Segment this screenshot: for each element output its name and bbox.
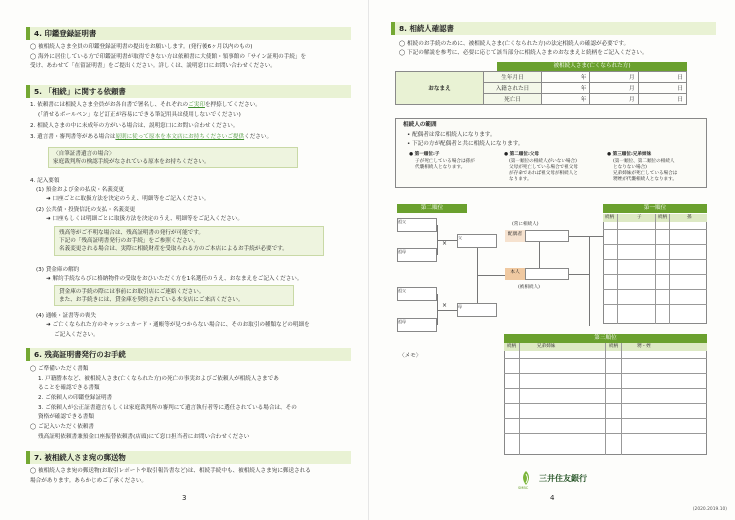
section6-line: 資格が確認できる書類 [38, 414, 94, 420]
section6-line: ◯ ご準備いただく書類 [30, 366, 89, 372]
self-box[interactable] [525, 268, 569, 280]
grandmother-label: 祖母 [398, 249, 406, 254]
item3-highlight: 原則に従って原本を本文店にお持ちくださいご提供 [115, 134, 245, 140]
self-note: (被相続人) [518, 285, 540, 290]
section5-title: 5. 「相続」に関する依頼書 [26, 85, 351, 98]
section5-item3 [30, 133, 272, 141]
note-line: 〈自筆証書遺言の場合〉 [53, 151, 115, 157]
subitem-detail: ➜ ご亡くなられた方のキャッシュカード・通帳等が見つからない場合に、そのお取引の種類などの明細を [46, 322, 310, 328]
note-line: また、お手続きには、貸金庫を契約されている本支店にご来店ください。 [59, 297, 244, 303]
section5-item1 [30, 101, 261, 109]
grandfather-label: 祖父 [398, 219, 406, 224]
section5-item1-sub: (「消せるボールペン」など訂正が容易にできる筆記用具は使用しないでください) [38, 112, 241, 118]
row-label: 入籍された日 [484, 83, 542, 94]
day-cell[interactable]: 日 [638, 83, 686, 94]
item3-text-a: 3. 遺言書・審判書等がある場合は [30, 134, 116, 140]
grid-line [603, 304, 707, 305]
col-rel: 続柄 [507, 344, 517, 349]
day-cell[interactable]: 日 [638, 72, 686, 83]
subitem-detail: ➜ 口座ごとに取扱方法を決定のうえ、明細等をご記入ください。 [46, 196, 210, 202]
grid-line [605, 343, 606, 455]
mother-box[interactable] [457, 303, 497, 317]
grandfather-label: 祖父 [398, 288, 406, 293]
note-line: 下記の「残高証明書発行のお手続」をご参照ください。 [59, 238, 199, 244]
rank3-text: 兄弟姉妹が死亡している場合は [613, 171, 678, 176]
grid-line [504, 373, 707, 374]
item1-text-a: 1. 依頼書には相続人さま全員がお各自書で署名し、それぞれの [30, 102, 189, 108]
item1-highlight: ご実印 [188, 102, 205, 108]
year-cell[interactable]: 年 [542, 72, 590, 83]
row-label: 死亡日 [484, 94, 542, 105]
section7-line: ◯ 被相続人さま宛の郵送物(お取引レポートや取引報告書など)は、相続手続中も、被相続人さま宛に郵送される [30, 468, 311, 474]
subitem: (1) 預金および金の払戻・名義変更 [36, 187, 125, 193]
subitem-detail: ➜ 解約手続ならびに格納物件の受取をおひいただく方を1名選任のうえ、おなまえをご記入ください。 [46, 276, 303, 282]
grid-line [621, 343, 622, 455]
grid-line [504, 388, 707, 389]
bank-logo-icon [519, 470, 533, 486]
section4-line: 受け、あわせて「在留証明書」をご提出ください。詳しくは、説明窓口にお問い合わせください。 [30, 63, 276, 69]
scope-title: 相続人の範囲 [403, 122, 437, 128]
section4-line: ◯ 被相続人さま全員の印鑑登録証明書の提出をお願いします。(発行後6ヶ月以内のもの) [30, 44, 253, 50]
grid-line [504, 433, 707, 434]
second-rank-bar: 第二順位 [397, 204, 467, 213]
subitem: (4) 通帳・証書等の喪失 [36, 313, 97, 319]
col-rel: 続柄 [609, 344, 619, 349]
note-line: 家庭裁判所の検認手続がなされている原本をお持ちください。 [53, 159, 210, 165]
x-mark: × [442, 240, 448, 247]
month-cell[interactable]: 月 [590, 72, 638, 83]
deceased-table-header: 被相続人さま(亡くなられた方) [497, 62, 687, 71]
col-rel: 続柄 [605, 215, 615, 220]
tree-line [569, 236, 603, 237]
father-box[interactable] [457, 234, 497, 248]
year-cell[interactable]: 年 [542, 83, 590, 94]
scope-line: • 下記の方が配偶者と共に相続人になります。 [407, 141, 524, 147]
month-cell[interactable]: 月 [590, 83, 638, 94]
col-rel: 続柄 [658, 215, 668, 220]
subitem-detail: ➜ 口座もしくは明細ごとに取扱方法を決定のうえ、明細等をご記入ください。 [46, 216, 243, 222]
section4-title: 4. 印鑑登録証明書 [26, 27, 351, 40]
section8-line: ◯ 下記の解説を参考に、必要に応じて該当部分に相続人さまのおなまえと続柄をご記入ください。 [399, 50, 648, 56]
grid-line [519, 343, 520, 455]
section6-line: ◯ ご記入いただく依頼書 [30, 424, 94, 430]
tree-line [569, 274, 589, 275]
spouse-label: 配偶者 [505, 230, 525, 242]
grid-line [603, 244, 707, 245]
grid-line [603, 229, 707, 230]
grid-line [504, 418, 707, 419]
rank3-title: ● 第三順位:兄弟姉妹 [607, 152, 652, 157]
grid-line [603, 259, 707, 260]
rank3-text: (第一順位、第二順位の相続人 [613, 159, 675, 164]
note-box-will [48, 147, 298, 168]
mother-label: 母 [458, 304, 462, 309]
rank1-text: 代襲相続人となります。 [415, 165, 466, 170]
rank2-text: が存命であれば祖父母が相続人と [509, 171, 578, 176]
section6-title: 6. 残高証明書発行のお手続 [26, 348, 351, 361]
section8-line: ◯ 相続のお手続のために、被相続人さま(亡くなられた方)の法定相続人の確認が必要です。 [399, 41, 630, 47]
section5-item2: 2. 相続人さまの中に未成年の方がいる場合は、説明窓口にお問い合わせください。 [30, 123, 239, 129]
section6-line: 残高証明依頼書兼預金口座振替依頼書(店頭)にて窓口担当者にお問い合わせください [38, 434, 250, 440]
x-mark: × [442, 302, 448, 309]
col-grandchild: 孫 [687, 215, 692, 220]
tree-line [589, 236, 590, 326]
section5-item4: 4. 記入要領 [30, 178, 60, 184]
note-box-safe [54, 285, 294, 306]
col-nephew: 甥・姪 [637, 344, 651, 349]
first-rank-bar: 第一順位 [603, 204, 707, 213]
rank3-text: 甥姪が代襲相続人となります。 [613, 177, 677, 182]
grid-line [669, 214, 670, 324]
page-number: 4 [550, 494, 555, 502]
grid-line [603, 274, 707, 275]
grandmother-label: 祖母 [398, 319, 406, 324]
memo-label: 〈メモ〉 [399, 353, 422, 359]
note-line: 残高等がご不明な場合は、残高証明書の発行が可能です。 [59, 230, 204, 236]
note-line: 貸金庫の手続の際には事前にお取引店にご連絡ください。 [59, 289, 205, 295]
grid-line [603, 289, 707, 290]
third-rank-bar: 第三順位 [504, 334, 707, 343]
col-child: 子 [637, 215, 642, 220]
rank2-title: ● 第二順位:父母 [504, 152, 540, 157]
bank-sub: SMBC [518, 486, 529, 490]
scope-line: • 配偶者は常に相続人になります。 [407, 132, 496, 138]
col-sibling: 兄弟姉妹 [537, 344, 556, 349]
name-label: おなまえ [396, 72, 484, 105]
section6-line: 1. 戸籍謄本など、被相続人さま(亡くなられた方)の死亡の事実およびご依頼人が相続人さまであ [38, 376, 279, 382]
row-label: 生年月日 [484, 72, 542, 83]
page-number: 3 [182, 494, 187, 502]
rank1-title: ● 第一順位:子 [409, 152, 440, 157]
rank1-text: 子が死亡している場合は孫が [415, 159, 475, 164]
rank3-text: となりない場合) [613, 165, 647, 170]
section6-line: 3. ご依頼人が公正証書遺言もしくは家庭裁判所の審判にて遺言執行者等に選任されている場合は、その [38, 405, 297, 411]
self-label: 本人 [505, 268, 525, 280]
section4-line: ◯ 海外に居住している方で印鑑証明書が取得できない方は依頼書に大使館・領事館の「サイン証明の手続」を [30, 54, 307, 60]
section7-line: 場合があります。あらかじめご了承ください。 [30, 478, 148, 484]
year-cell[interactable]: 年 [542, 94, 590, 105]
day-cell[interactable]: 日 [638, 94, 686, 105]
spouse-note: (常に相続人) [512, 222, 539, 227]
section6-line: ることを確認できる書類 [38, 385, 100, 391]
deceased-table [395, 71, 687, 105]
section6-line: 2. ご依頼人の印鑑登録証明書 [38, 395, 113, 401]
rank2-text: なります。 [509, 177, 532, 182]
grid-line [504, 358, 707, 359]
subitem-detail: ご記入ください。 [54, 332, 99, 338]
item1-text-c: を押捺してください。 [204, 102, 261, 108]
section8-title: 8. 相続人確認書 [391, 22, 716, 35]
grid-line [655, 214, 656, 324]
bank-name: 三井住友銀行 [539, 474, 587, 483]
month-cell[interactable]: 月 [590, 94, 638, 105]
tree-line [477, 275, 505, 276]
item3-text-c: ください。 [244, 134, 273, 140]
note-box-balance [54, 226, 324, 256]
tree-line [539, 242, 540, 268]
rank2-text: 父母が死亡している場合で祖父母 [509, 165, 578, 170]
footer-code: (2020.2019.10) [692, 507, 727, 512]
section7-title: 7. 被相続人さま宛の郵送物 [26, 451, 351, 464]
note-line: 名義変更される場合は、実際に相続財産を受取られる方のご本店によるお手続が必要です。 [59, 246, 288, 252]
rank2-text: (第一順位の相続人がいない場合) [509, 159, 577, 164]
spouse-box[interactable] [525, 230, 569, 242]
grid-line [504, 403, 707, 404]
subitem: (2) 公共債・投資信託の支払・名義変更 [36, 207, 136, 213]
father-label: 父 [458, 235, 462, 240]
right-page [368, 0, 735, 520]
tree-line [437, 310, 457, 311]
grid-line [617, 214, 618, 324]
subitem: (3) 貸金庫の解約 [36, 267, 80, 273]
